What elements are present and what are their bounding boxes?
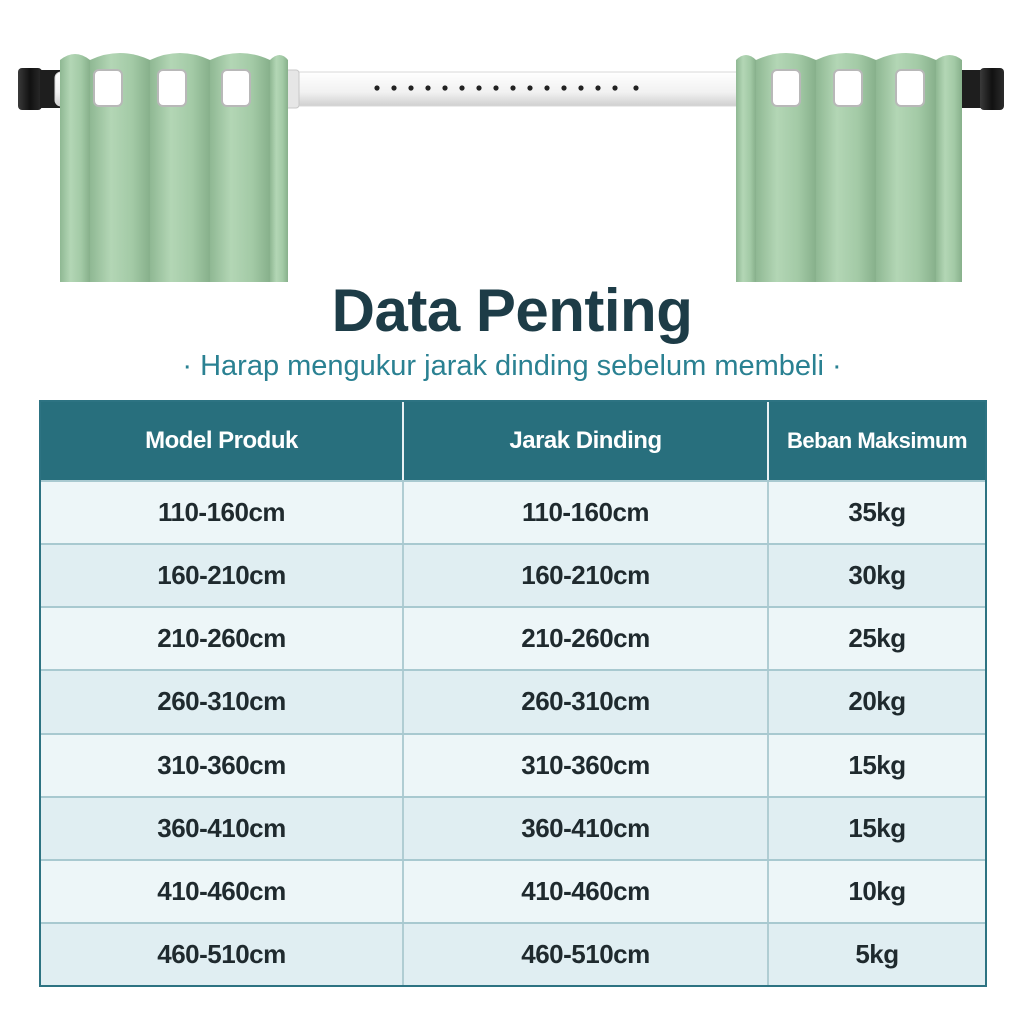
- page-title: Data Penting: [331, 277, 693, 344]
- table-row: [41, 922, 985, 985]
- cell-wall-distance: 460-510cm: [404, 924, 769, 985]
- page-subtitle: · Harap mengukur jarak dinding sebelum membeli ·: [182, 350, 842, 382]
- table-header: [41, 402, 985, 480]
- rod-end-cap-left: [18, 68, 60, 110]
- cell-model: 210-260cm: [41, 608, 404, 669]
- cell-max-load: 20kg: [848, 686, 906, 717]
- cell-model: 160-210cm: [41, 545, 404, 606]
- cell-wall-distance: 310-360cm: [404, 735, 769, 796]
- curtain-panel-left: [60, 53, 288, 282]
- cell-wall-distance: 110-160cm: [404, 482, 769, 543]
- cell-model: 410-460cm: [41, 861, 404, 922]
- cell-max-load: 15kg: [848, 749, 906, 780]
- cell-max-load: 35kg: [848, 497, 906, 528]
- table-row: [41, 606, 985, 669]
- cell-max-load: 25kg: [848, 623, 906, 654]
- spec-table: [39, 400, 987, 987]
- table-row: [41, 543, 985, 606]
- cell-model: 310-360cm: [41, 735, 404, 796]
- cell-model: 260-310cm: [41, 671, 404, 732]
- cell-model: 360-410cm: [41, 798, 404, 859]
- cell-wall-distance: 360-410cm: [404, 798, 769, 859]
- curtain-panel-right: [736, 53, 962, 282]
- cell-max-load: 15kg: [848, 812, 906, 843]
- cell-max-load: 10kg: [848, 875, 906, 906]
- curtain-rod-illustration: [0, 0, 1024, 290]
- table-row: [41, 733, 985, 796]
- cell-wall-distance: 260-310cm: [404, 671, 769, 732]
- column-header-model: Model Produk: [41, 402, 404, 480]
- rod-end-cap-right: [962, 68, 1004, 110]
- cell-max-load: 30kg: [848, 560, 906, 591]
- table-row: [41, 796, 985, 859]
- cell-wall-distance: 210-260cm: [404, 608, 769, 669]
- table-row: [41, 859, 985, 922]
- table-row: [41, 480, 985, 543]
- column-header-max-load: Beban Maksimum: [786, 428, 968, 453]
- cell-model: 460-510cm: [41, 924, 404, 985]
- table-row: [41, 669, 985, 732]
- cell-wall-distance: 160-210cm: [404, 545, 769, 606]
- cell-model: 110-160cm: [41, 482, 404, 543]
- column-header-wall-distance: Jarak Dinding: [404, 402, 769, 480]
- cell-wall-distance: 410-460cm: [404, 861, 769, 922]
- cell-max-load: 5kg: [855, 938, 899, 969]
